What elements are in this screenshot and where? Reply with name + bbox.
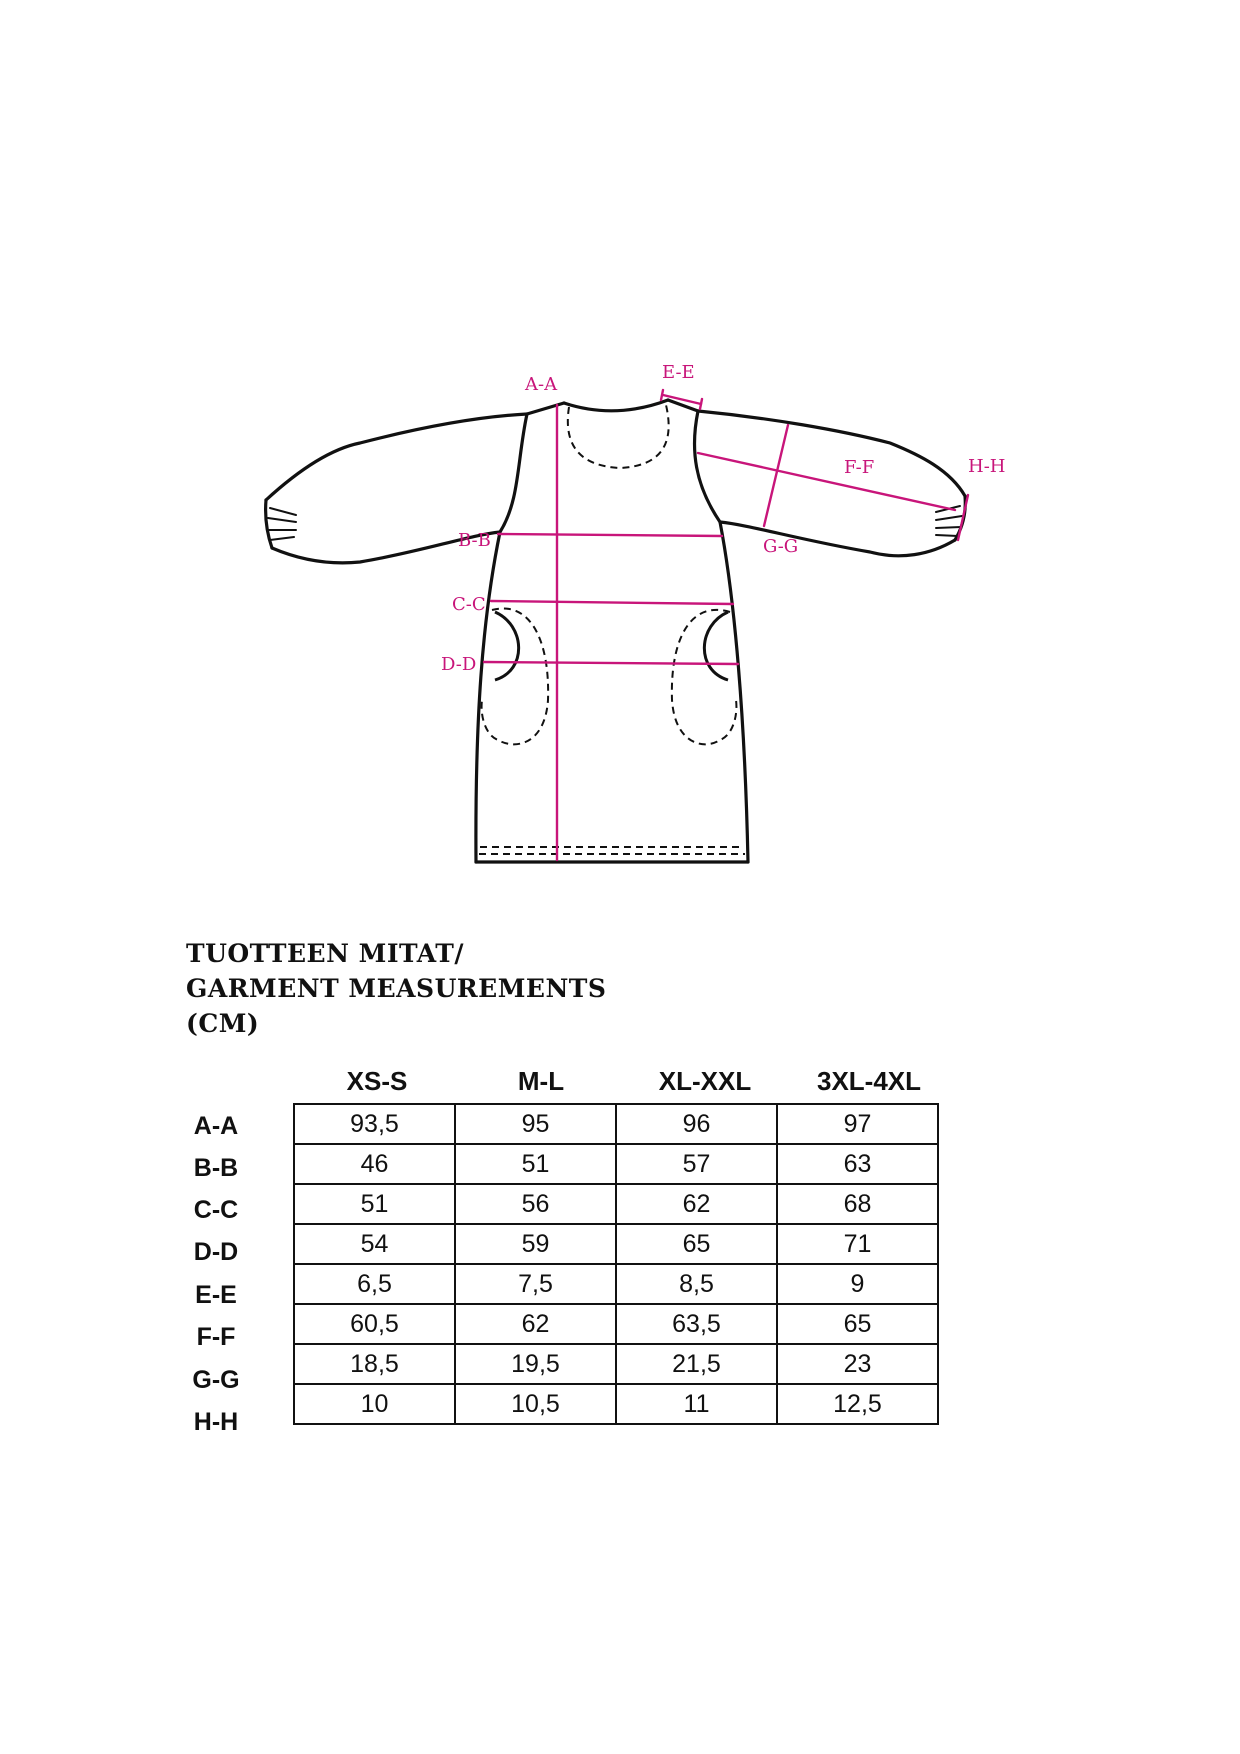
table-row [294, 1384, 938, 1424]
row-label-hh: H-H [193, 1408, 239, 1436]
measurements-table [293, 1103, 939, 1425]
gg-line [764, 425, 788, 526]
table-cell: 56 [455, 1184, 616, 1224]
neckline [564, 400, 668, 411]
left-pocket-opening [495, 612, 519, 680]
ff-label: F-F [844, 457, 875, 478]
table-cell: 93,5 [294, 1104, 455, 1144]
heading-line-english: GARMENT MEASUREMENTS [186, 974, 607, 1003]
table-cell: 12,5 [777, 1384, 938, 1424]
dd-line [484, 662, 738, 664]
table-cell: 97 [777, 1104, 938, 1144]
row-label-gg: G-G [192, 1366, 240, 1394]
table-cell: 23 [777, 1344, 938, 1384]
dd-label: D-D [441, 654, 477, 675]
table-cell: 19,5 [455, 1344, 616, 1384]
table-cell: 95 [455, 1104, 616, 1144]
body-right-side [694, 411, 748, 862]
table-cell: 68 [777, 1184, 938, 1224]
size-header-m-l: M-L [517, 1066, 565, 1096]
table-cell: 7,5 [455, 1264, 616, 1304]
size-header-3xl-4xl: 3XL-4XL [816, 1066, 922, 1096]
table-cell: 62 [616, 1184, 777, 1224]
row-label-cc: C-C [193, 1196, 239, 1224]
table-cell: 63,5 [616, 1304, 777, 1344]
table-row [294, 1264, 938, 1304]
row-label-bb: B-B [193, 1154, 239, 1182]
measurements-heading [186, 936, 606, 1041]
table-cell: 10,5 [455, 1384, 616, 1424]
left-sleeve-top [266, 414, 527, 500]
bb-line [498, 534, 722, 536]
ff-line [698, 453, 955, 510]
row-label-aa: A-A [193, 1112, 239, 1140]
table-cell: 71 [777, 1224, 938, 1264]
table-cell: 6,5 [294, 1264, 455, 1304]
cc-line [491, 601, 733, 604]
table-cell: 46 [294, 1144, 455, 1184]
table-cell: 11 [616, 1384, 777, 1424]
table-row [294, 1184, 938, 1224]
table-row [294, 1304, 938, 1344]
gg-label: G-G [763, 536, 799, 557]
heading-line-finnish: TUOTTEEN MITAT/ [186, 939, 465, 968]
table-cell: 54 [294, 1224, 455, 1264]
size-header-xs-s: XS-S [346, 1066, 408, 1096]
right-pocket-stitch [672, 610, 737, 744]
table-row [294, 1224, 938, 1264]
table-cell: 96 [616, 1104, 777, 1144]
measurement-lines [484, 390, 968, 860]
table-cell: 62 [455, 1304, 616, 1344]
table-cell: 60,5 [294, 1304, 455, 1344]
hh-label: H-H [968, 456, 1006, 477]
ee-tick-left [661, 390, 663, 400]
heading-line-unit: (CM) [186, 1009, 260, 1038]
right-pocket-opening [704, 612, 728, 680]
table-cell: 59 [455, 1224, 616, 1264]
cc-label: C-C [452, 594, 486, 615]
table-cell: 51 [455, 1144, 616, 1184]
bb-label: B-B [458, 530, 491, 551]
table-row [294, 1104, 938, 1144]
ee-label: E-E [662, 362, 695, 383]
table-cell: 8,5 [616, 1264, 777, 1304]
table-row [294, 1344, 938, 1384]
ee-tick-right [700, 399, 702, 409]
left-cuff-gathers [268, 508, 296, 540]
hh-line [958, 495, 968, 540]
aa-label: A-A [525, 374, 558, 395]
row-label-ff: F-F [196, 1323, 236, 1351]
table-cell: 65 [777, 1304, 938, 1344]
table-cell: 18,5 [294, 1344, 455, 1384]
table-cell: 51 [294, 1184, 455, 1224]
size-header-xl-xxl: XL-XXL [658, 1066, 752, 1096]
right-sleeve-bottom [720, 522, 955, 556]
body-left-side [476, 414, 527, 862]
measurement-labels [441, 362, 1005, 675]
left-shoulder [527, 403, 564, 414]
table-cell: 65 [616, 1224, 777, 1264]
table-cell: 10 [294, 1384, 455, 1424]
table-cell: 63 [777, 1144, 938, 1184]
row-label-ee: E-E [195, 1281, 237, 1309]
table-cell: 21,5 [616, 1344, 777, 1384]
table-cell: 57 [616, 1144, 777, 1184]
row-label-dd: D-D [193, 1238, 239, 1266]
table-cell: 9 [777, 1264, 938, 1304]
neck-facing-stitch [568, 405, 669, 468]
table-row [294, 1144, 938, 1184]
